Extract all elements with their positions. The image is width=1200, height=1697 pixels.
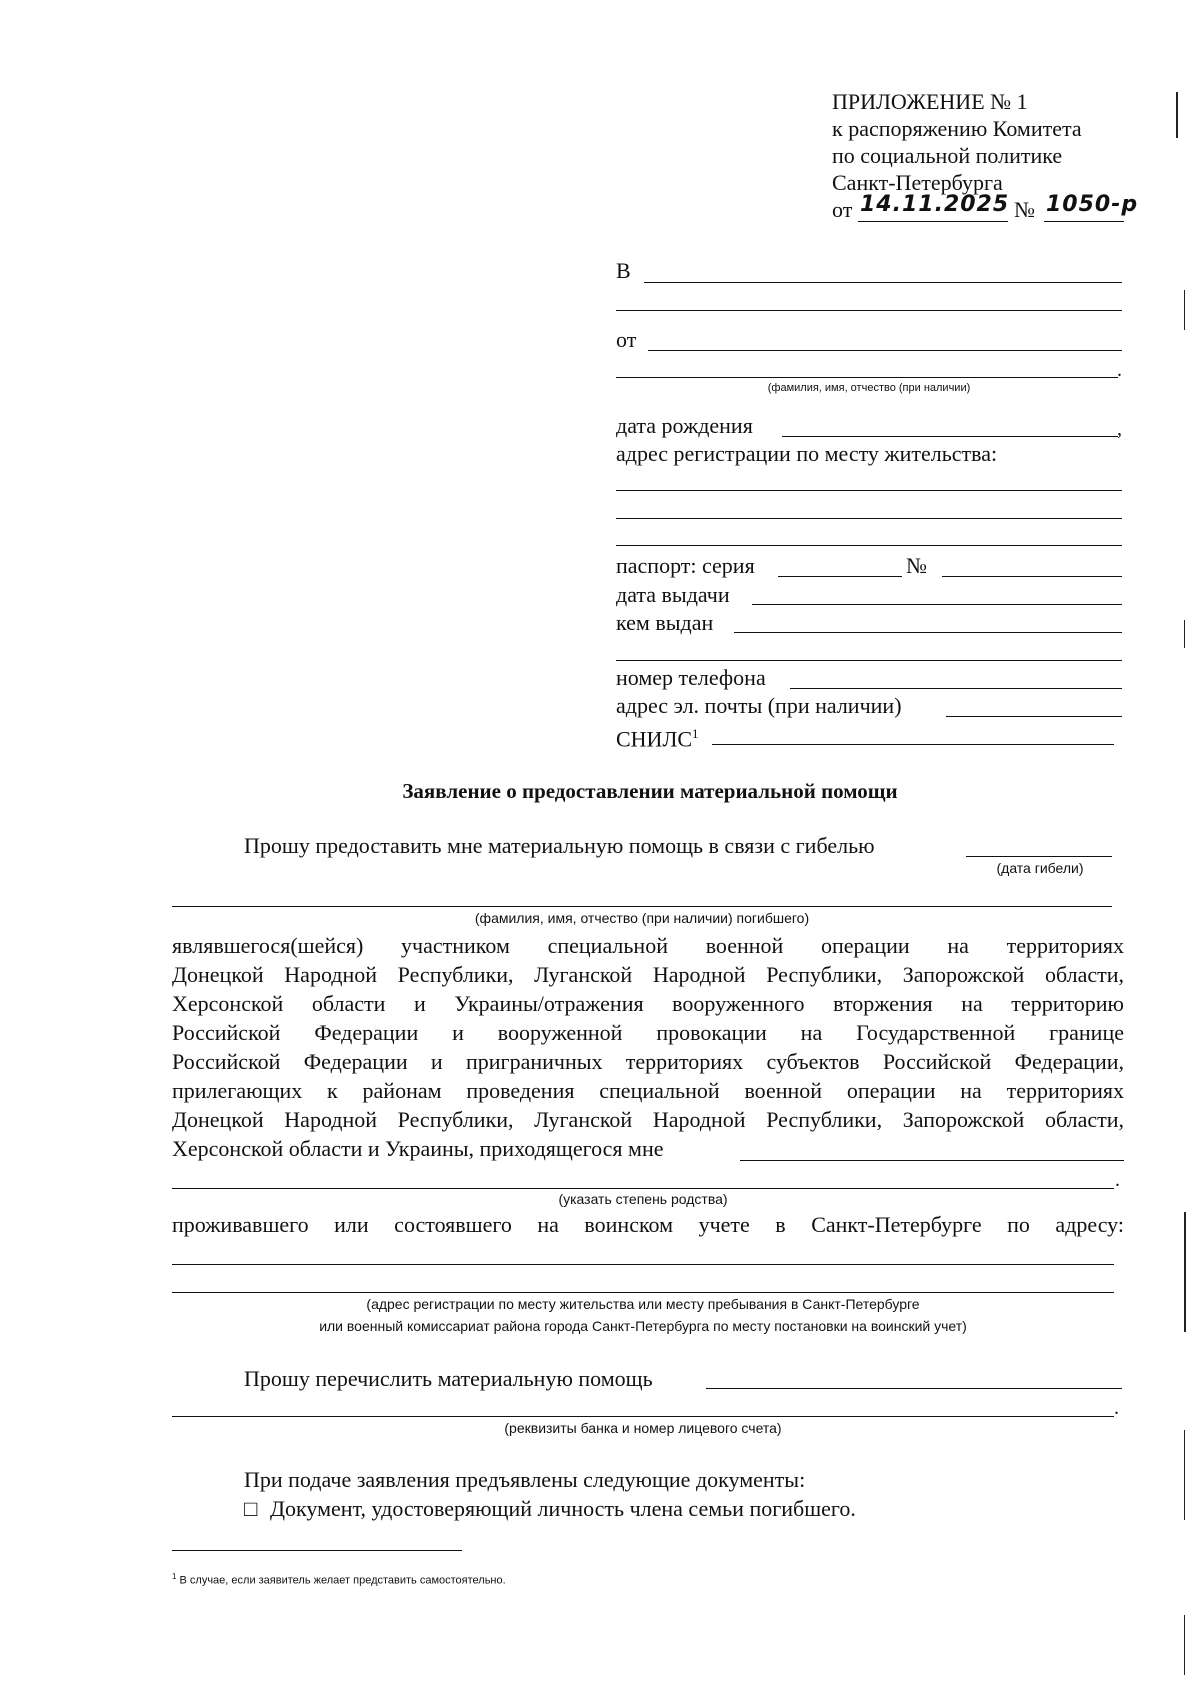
- bank-line-dot: .: [1114, 1397, 1119, 1419]
- paragraph-line-5: Российской Федерации и приграничных территориях субъектов Российской Федерации,: [172, 1049, 1124, 1074]
- paragraph-line-3: Херсонской области и Украины/отражения вооруженного вторжения на территорию: [172, 991, 1124, 1016]
- paragraph-line-4: Российской Федерации и вооруженной провокации на Государственной границе: [172, 1020, 1124, 1045]
- passport-number-line[interactable]: [942, 576, 1122, 577]
- birth-date-line[interactable]: [782, 436, 1118, 437]
- order-from-label: от: [832, 197, 853, 222]
- bank-details-hint: (реквизиты банка и номер лицевого счета): [504, 1420, 782, 1436]
- issue-date-line[interactable]: [752, 604, 1122, 605]
- relation-line-1[interactable]: [740, 1160, 1124, 1161]
- address-label: адрес регистрации по месту жительства:: [616, 441, 998, 466]
- issued-by-line-1[interactable]: [734, 632, 1122, 633]
- request-line: Прошу предоставить мне материальную помощь в связи с гибелью: [244, 833, 875, 858]
- to-line-1[interactable]: [644, 282, 1122, 283]
- scan-artifact-mark: [1184, 1212, 1186, 1332]
- phone-line[interactable]: [790, 688, 1122, 689]
- address-line-3[interactable]: [616, 545, 1122, 546]
- snils-text: СНИЛС: [616, 726, 693, 752]
- footnote-mark: 1: [172, 1572, 177, 1581]
- birth-date-label: дата рождения: [616, 413, 753, 438]
- address-line-1[interactable]: [616, 490, 1122, 491]
- scan-artifact-mark: [1184, 620, 1185, 648]
- paragraph-line-6: прилегающих к районам проведения специальной военной операции на территориях: [172, 1078, 1124, 1103]
- phone-label: номер телефона: [616, 665, 766, 690]
- transfer-line: Прошу перечислить материальную помощь: [244, 1366, 653, 1391]
- order-number-handwritten: 1050-р: [1046, 192, 1139, 217]
- applicant-fio-hint: (фамилия, имя, отчество (при наличии): [767, 382, 971, 394]
- snils-line[interactable]: [712, 744, 1114, 745]
- address-hint-2: или военный комиссариат района города Санкт-Петербурга по месту постановки на воинский учет): [319, 1318, 967, 1334]
- documents-item-1: [244, 1495, 856, 1522]
- document-checkbox[interactable]: □: [244, 1496, 258, 1521]
- death-date-line[interactable]: [966, 856, 1112, 857]
- scan-artifact-mark: [1176, 92, 1178, 138]
- email-line[interactable]: [946, 716, 1122, 717]
- order-number-line: [1044, 221, 1124, 222]
- paragraph-last-line: Херсонской области и Украины, приходящегося мне: [172, 1136, 664, 1161]
- relation-line-dot: .: [1115, 1169, 1120, 1191]
- paragraph-line-1: являвшегося(шейся) участником специальной военной операции на территориях: [172, 933, 1124, 958]
- paragraph-line-7: Донецкой Народной Республики, Луганской Народной Республики, Запорожской области,: [172, 1107, 1124, 1132]
- appendix-title: ПРИЛОЖЕНИЕ № 1: [832, 89, 1028, 114]
- birth-line-comma: ,: [1117, 418, 1122, 440]
- issued-by-label: кем выдан: [616, 610, 714, 635]
- passport-number-label: №: [906, 553, 927, 578]
- to-line-2[interactable]: [616, 310, 1122, 311]
- applicant-from-label: от: [616, 327, 637, 352]
- issued-by-line-2[interactable]: [616, 660, 1122, 661]
- deceased-fio-line[interactable]: [172, 906, 1112, 907]
- footnote-text: В случае, если заявитель желает представить самостоятельно.: [179, 1574, 506, 1587]
- applicant-fio-line-2[interactable]: [616, 377, 1118, 378]
- documents-item-1-text: Документ, удостоверяющий личность члена семьи погибшего.: [270, 1496, 856, 1521]
- passport-series-label: паспорт: серия: [616, 553, 755, 578]
- email-label: адрес эл. почты (при наличии): [616, 693, 902, 718]
- resided-line: проживавшего или состоявшего на воинском учете в Санкт-Петербурге по адресу:: [172, 1212, 1124, 1237]
- bank-details-line-2[interactable]: [172, 1416, 1114, 1417]
- issue-date-label: дата выдачи: [616, 582, 730, 607]
- footnote: [172, 1570, 506, 1588]
- applicant-fio-line-1[interactable]: [648, 350, 1122, 351]
- appendix-header: [832, 88, 1152, 196]
- participation-paragraph: [172, 931, 1124, 1134]
- deceased-fio-hint: (фамилия, имя, отчество (при наличии) погибшего): [474, 910, 810, 926]
- death-date-hint: (дата гибели): [996, 860, 1084, 876]
- appendix-line-2: к распоряжению Комитета: [832, 116, 1082, 141]
- paragraph-line-2: Донецкой Народной Республики, Луганской Народной Республики, Запорожской области,: [172, 962, 1124, 987]
- fio-line-dot: .: [1117, 359, 1122, 381]
- appendix-line-3: по социальной политике: [832, 143, 1063, 168]
- order-date-line: [858, 221, 1008, 222]
- order-number-label: №: [1014, 197, 1035, 222]
- statement-title: Заявление о предоставлении материальной помощи: [402, 779, 898, 803]
- passport-series-line[interactable]: [778, 576, 902, 577]
- snils-footnote-mark: 1: [692, 726, 699, 741]
- to-label: В: [616, 258, 631, 283]
- address-line-2[interactable]: [616, 518, 1122, 519]
- bank-details-line-1[interactable]: [706, 1388, 1122, 1389]
- scan-artifact-mark: [1184, 290, 1185, 330]
- resided-address-line-1[interactable]: [172, 1264, 1114, 1265]
- resided-address-line-2[interactable]: [172, 1292, 1114, 1293]
- footnote-separator: [172, 1550, 462, 1551]
- documents-intro: При подаче заявления предъявлены следующие документы:: [244, 1467, 806, 1492]
- relation-hint: (указать степень родства): [558, 1191, 728, 1207]
- relation-line-2[interactable]: [172, 1188, 1114, 1189]
- scan-artifact-mark: [1184, 1430, 1185, 1520]
- appendix-line-4: Санкт-Петербурга: [832, 170, 1003, 195]
- scan-artifact-mark: [1184, 1615, 1185, 1675]
- address-hint-1: (адрес регистрации по месту жительства или месту пребывания в Санкт-Петербурге: [366, 1296, 920, 1312]
- order-date-handwritten: 14.11.2025: [860, 192, 1010, 217]
- snils-label: [616, 720, 699, 752]
